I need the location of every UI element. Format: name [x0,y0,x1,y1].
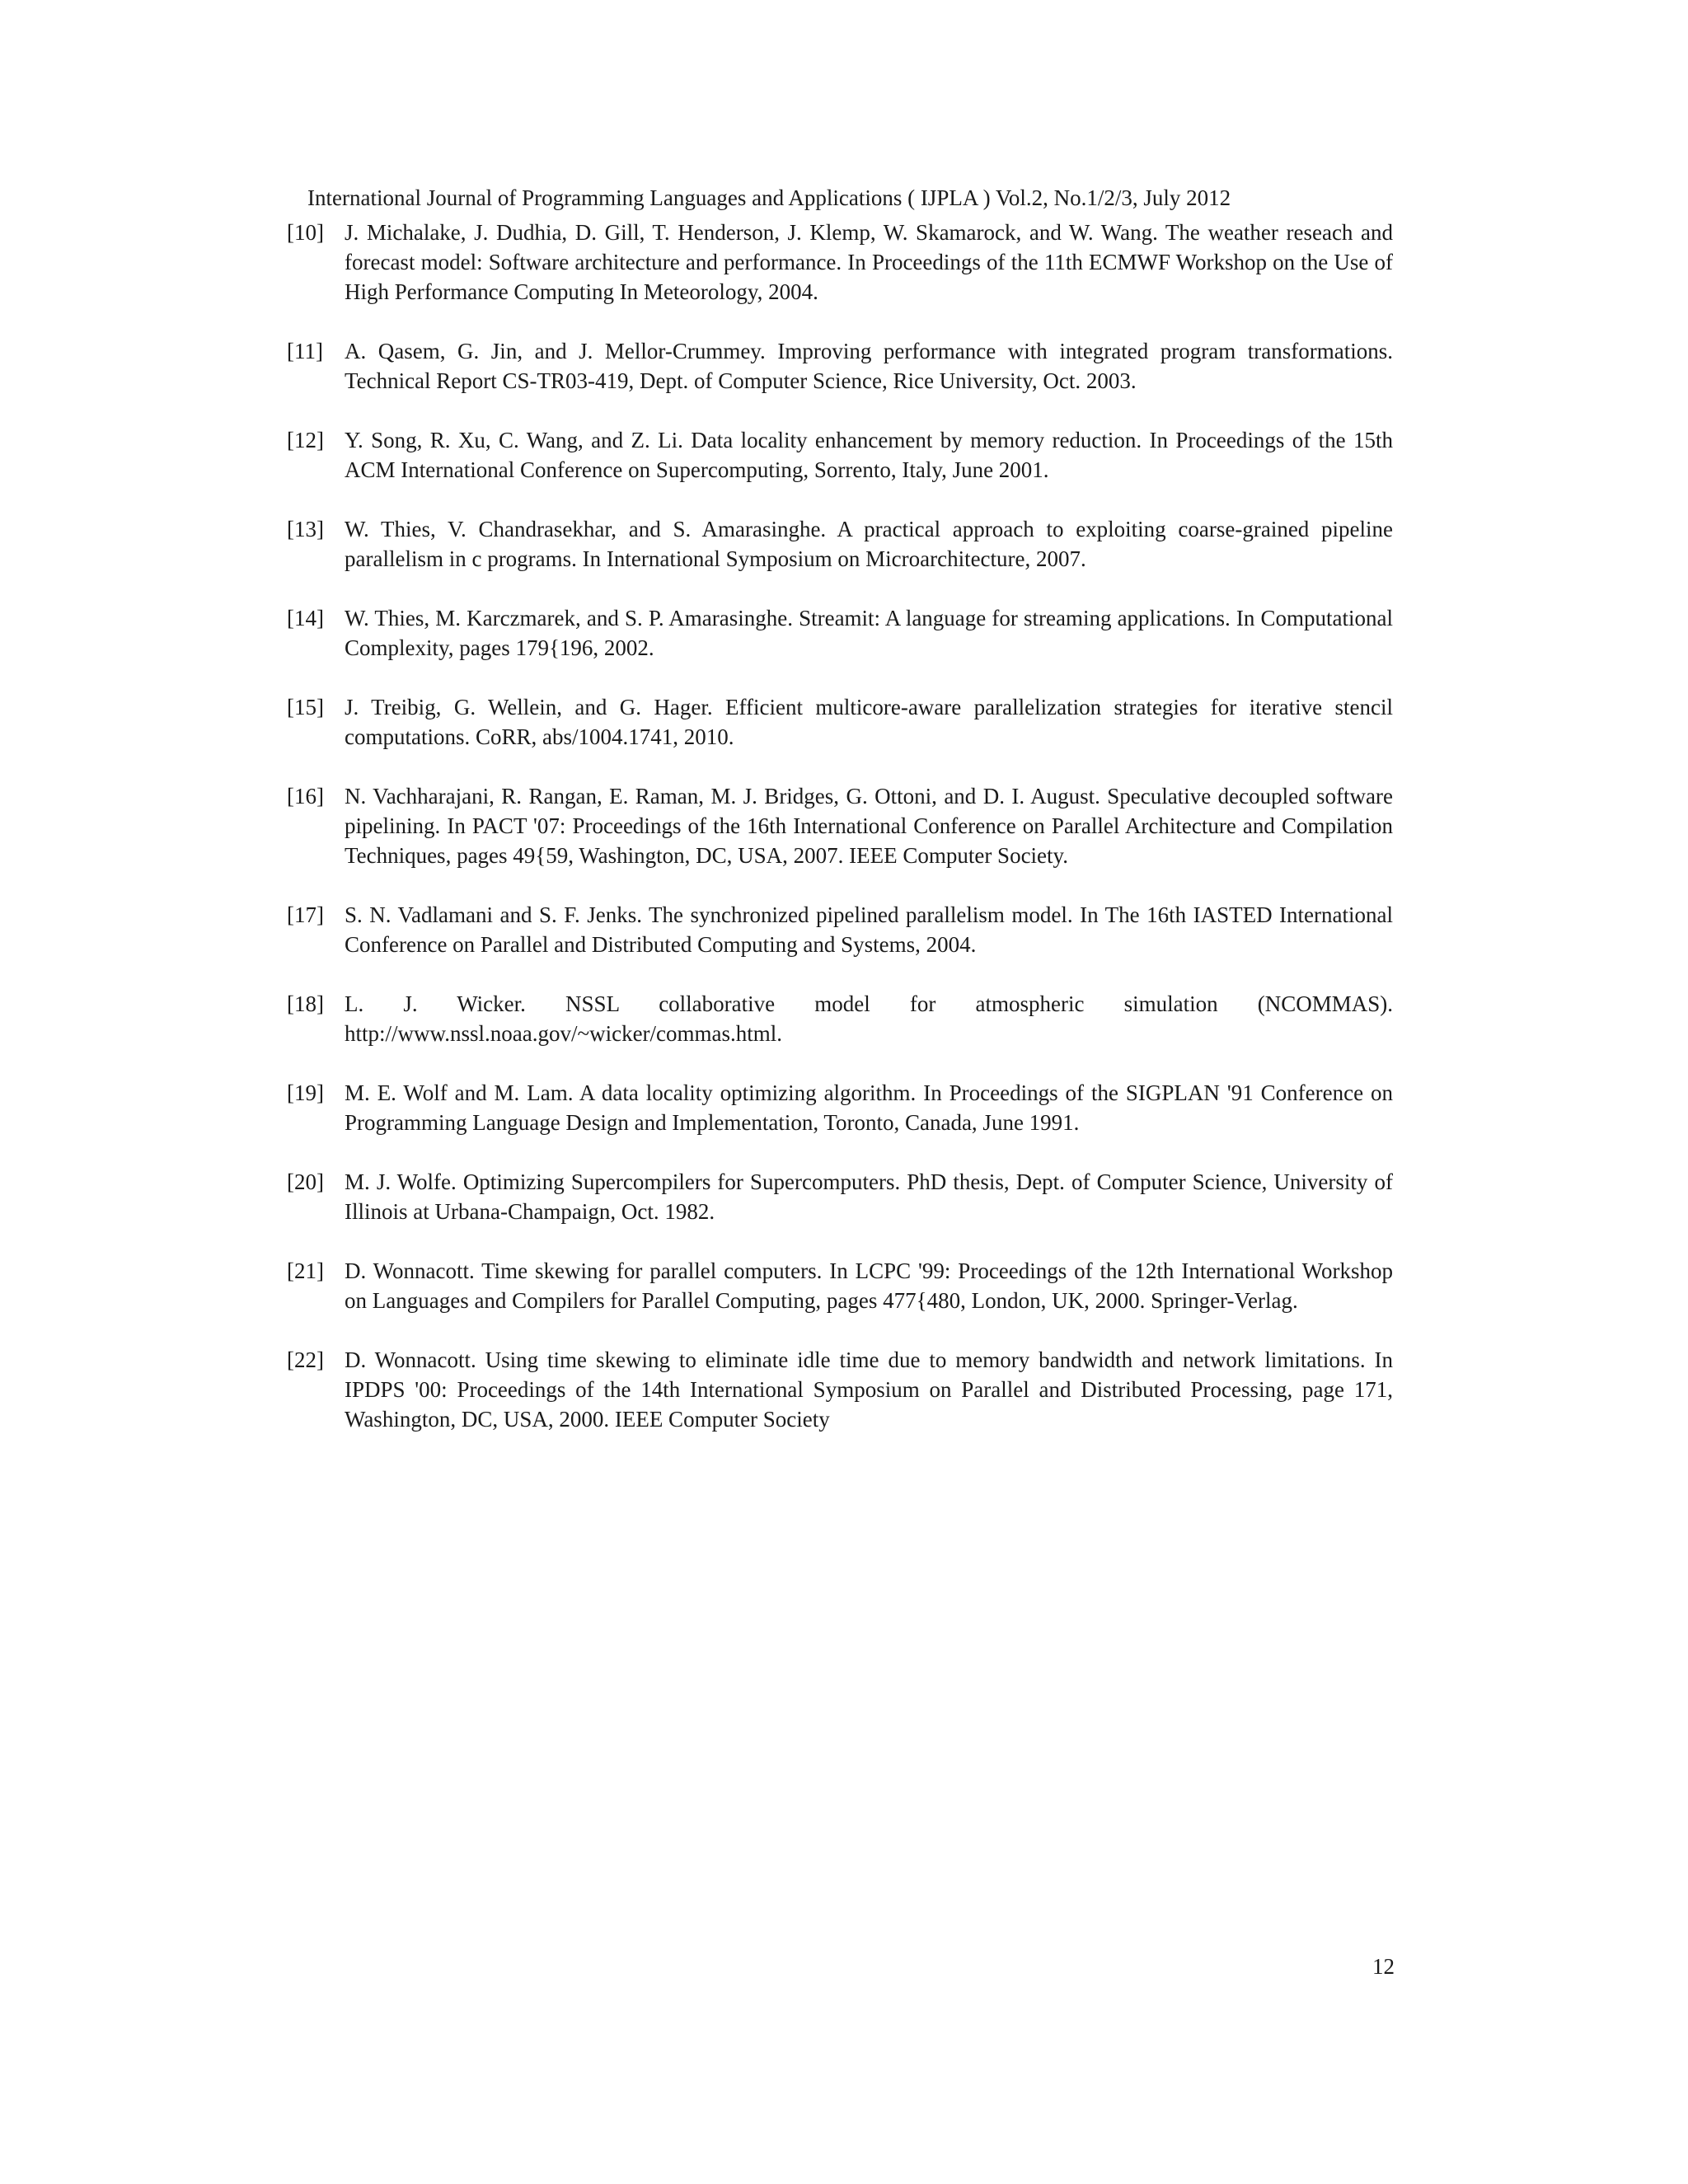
reference-text: D. Wonnacott. Time skewing for parallel computers. In LCPC '99: Proceedings of the 12th International Workshop on Languages and Compilers for Parallel Computing, pages 477{480, London, UK, 2000. Springer-Verlag. [345,1258,1393,1313]
reference-label: [17] [287,902,324,927]
reference-item [287,425,1393,485]
reference-text: M. J. Wolfe. Optimizing Supercompilers for Supercomputers. PhD thesis, Dept. of Computer Science, University of Illinois at Urbana-Champaign, Oct. 1982. [345,1169,1393,1224]
reference-item [287,781,1393,870]
reference-text: M. E. Wolf and M. Lam. A data locality optimizing algorithm. In Proceedings of the SIGPLAN '91 Conference on Programming Language Design and Implementation, Toronto, Canada, June 1991. [345,1080,1393,1135]
reference-text: L. J. Wicker. NSSL collaborative model for atmospheric simulation (NCOMMAS). http://www.nssl.noaa.gov/~wicker/commas.html. [345,991,1393,1046]
reference-label: [14] [287,606,324,630]
reference-text: J. Michalake, J. Dudhia, D. Gill, T. Henderson, J. Klemp, W. Skamarock, and W. Wang. The weather reseach and forecast model: Software architecture and performance. In Proceedings of the 11th ECMWF Workshop on the Use of High Performance Computing In Meteorology, 2004. [345,220,1393,304]
reference-label: [10] [287,220,324,245]
reference-label: [21] [287,1258,324,1283]
reference-text: Y. Song, R. Xu, C. Wang, and Z. Li. Data locality enhancement by memory reduction. In Proceedings of the 15th ACM International Conference on Supercomputing, Sorrento, Italy, June 2001. [345,428,1393,482]
reference-item [287,514,1393,574]
reference-label: [13] [287,517,324,541]
reference-label: [22] [287,1347,324,1372]
reference-label: [19] [287,1080,324,1105]
reference-item [287,692,1393,752]
reference-item [287,989,1393,1048]
reference-item [287,1078,1393,1137]
reference-text: S. N. Vadlamani and S. F. Jenks. The synchronized pipelined parallelism model. In The 16th IASTED International Conference on Parallel and Distributed Computing and Systems, 2004. [345,902,1393,957]
reference-text: W. Thies, M. Karczmarek, and S. P. Amarasinghe. Streamit: A language for streaming applications. In Computational Complexity, pages 179{196, 2002. [345,606,1393,660]
reference-text: W. Thies, V. Chandrasekhar, and S. Amarasinghe. A practical approach to exploiting coarse-grained pipeline parallelism in c programs. In International Symposium on Microarchitecture, 2007. [345,517,1393,571]
reference-label: [11] [287,339,323,363]
reference-label: [12] [287,428,324,452]
reference-label: [18] [287,991,324,1016]
reference-item [287,603,1393,663]
reference-label: [15] [287,695,324,719]
reference-text: A. Qasem, G. Jin, and J. Mellor-Crummey. Improving performance with integrated program transformations. Technical Report CS-TR03-419, Dept. of Computer Science, Rice University, Oct. 2003. [345,339,1393,393]
reference-label: [20] [287,1169,324,1194]
reference-list [287,218,1393,1464]
reference-item [287,1167,1393,1226]
reference-text: D. Wonnacott. Using time skewing to eliminate idle time due to memory bandwidth and network limitations. In IPDPS '00: Proceedings of the 14th International Symposium on Parallel and Distributed Processing, page 171, Washington, DC, USA, 2000. IEEE Computer Society [345,1347,1393,1432]
reference-item [287,1345,1393,1434]
reference-item [287,1256,1393,1315]
reference-label: [16] [287,784,324,808]
reference-item [287,900,1393,959]
page-number: 12 [1372,1954,1395,1979]
reference-item [287,336,1393,396]
reference-text: J. Treibig, G. Wellein, and G. Hager. Efficient multicore-aware parallelization strategies for iterative stencil computations. CoRR, abs/1004.1741, 2010. [345,695,1393,749]
reference-item [287,218,1393,307]
running-header: International Journal of Programming Languages and Applications ( IJPLA ) Vol.2, No.1/2/3, July 2012 [307,185,1231,210]
reference-text: N. Vachharajani, R. Rangan, E. Raman, M. J. Bridges, G. Ottoni, and D. I. August. Speculative decoupled software pipelining. In PACT '07: Proceedings of the 16th International Conference on Parallel Architecture and Compilation Techniques, pages 49{59, Washington, DC, USA, 2007. IEEE Computer Society. [345,784,1393,868]
